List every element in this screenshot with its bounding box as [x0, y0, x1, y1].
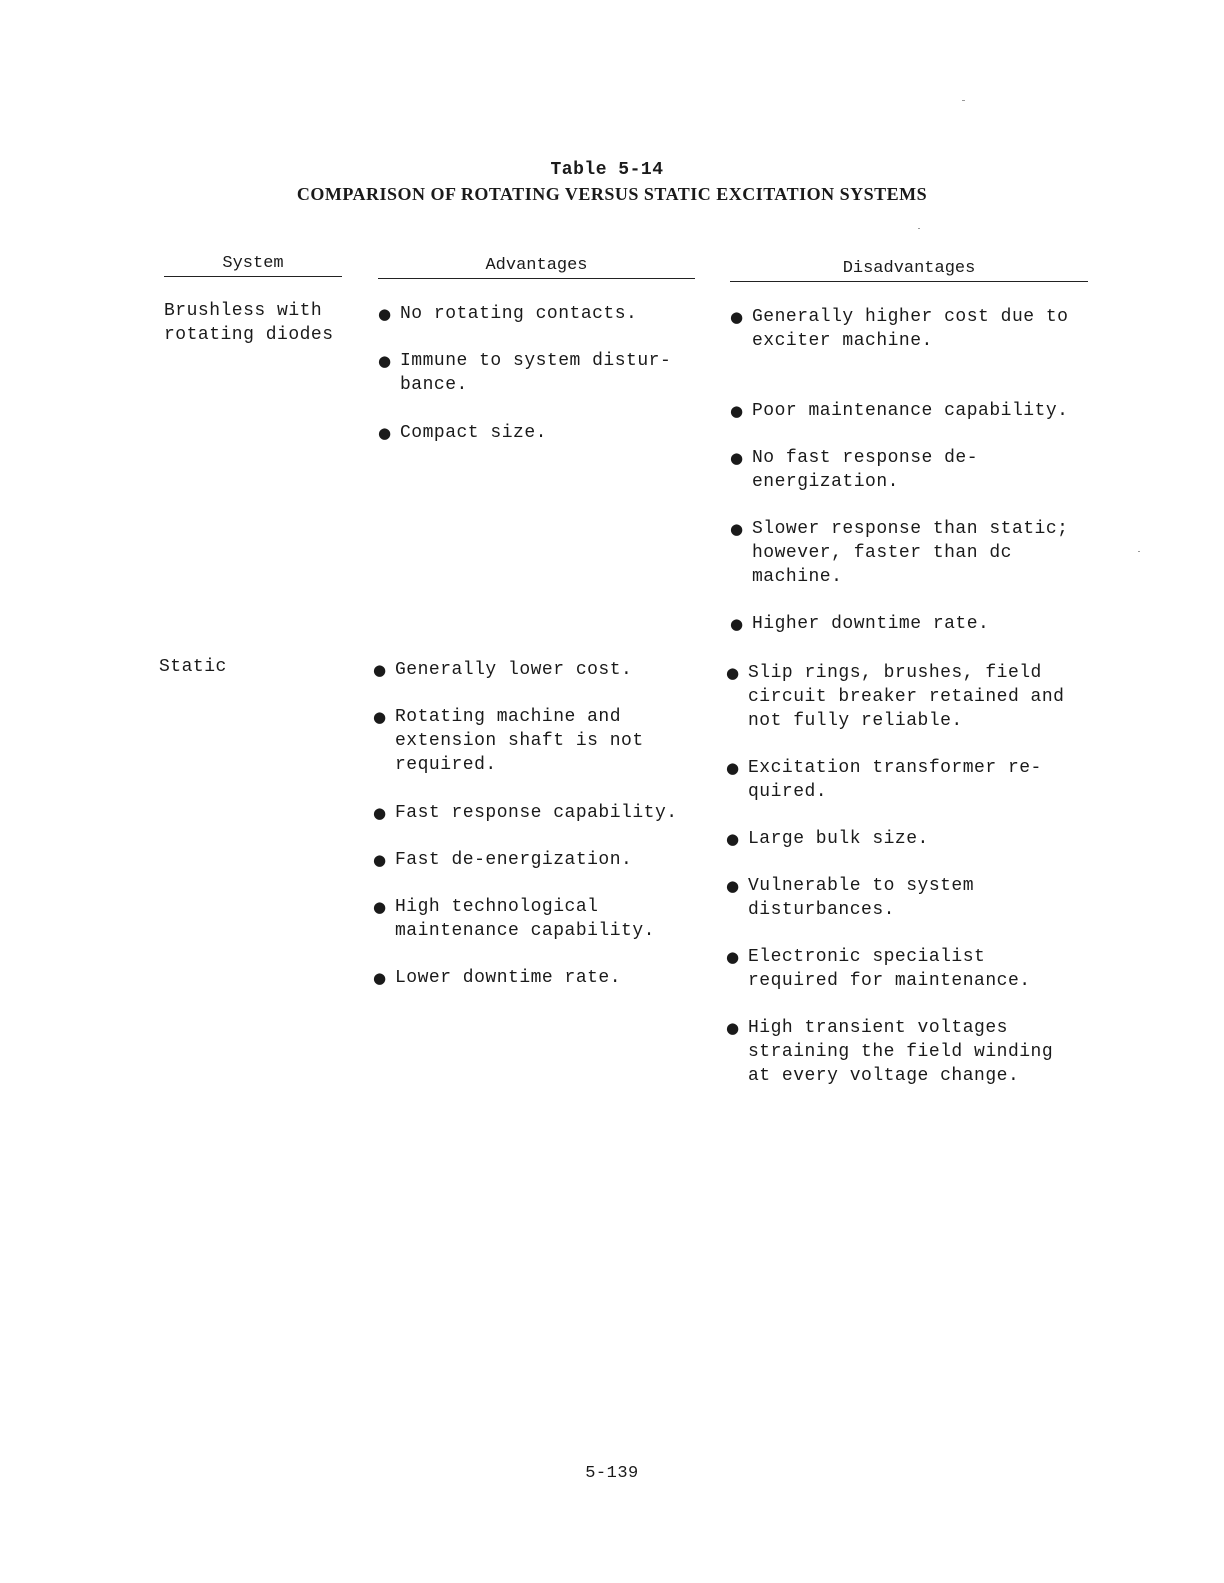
header-disadvantages: Disadvantages — [730, 259, 1088, 282]
list-item: ● No fast response de- energization. — [730, 448, 979, 492]
list-item: ● Immune to system distur- bance. — [378, 351, 672, 395]
disadvantages-list — [724, 661, 1098, 1088]
bullet-dot-icon: ● — [373, 804, 387, 822]
bullet-dot-icon: ● — [726, 877, 740, 895]
bullet-dot-icon: ● — [378, 424, 392, 442]
list-item: ● Fast response capability. — [373, 803, 678, 823]
bullet-dot-icon: ● — [730, 520, 744, 538]
bullet-dot-icon: ● — [373, 898, 387, 916]
list-item: ● Fast de-energization. — [373, 850, 633, 870]
bullet-dot-icon: ● — [726, 664, 740, 682]
list-item: ● Poor maintenance capability. — [730, 401, 1069, 421]
bullet-dot-icon: ● — [726, 759, 740, 777]
page-number: 5-139 — [585, 1464, 639, 1483]
header-advantages: Advantages — [378, 256, 695, 279]
list-item: ● Compact size. — [378, 423, 547, 443]
bullet-dot-icon: ● — [726, 948, 740, 966]
bullet-dot-icon: ● — [373, 708, 387, 726]
list-item: ● No rotating contacts. — [378, 304, 638, 324]
bullet-dot-icon: ● — [726, 1019, 740, 1037]
bullet-dot-icon: ● — [730, 308, 744, 326]
list-item: ● Rotating machine and extension shaft is not required. — [373, 707, 644, 775]
list-item: ● Slip rings, brushes, field circuit breaker retained and not fully reliable. — [726, 663, 1065, 731]
bullet-dot-icon: ● — [373, 661, 387, 679]
system-label: Brushless with rotating diodes — [164, 301, 334, 345]
bullet-dot-icon: ● — [373, 969, 387, 987]
advantages-list — [376, 302, 706, 445]
table-title: COMPARISON OF ROTATING VERSUS STATIC EXCITATION SYSTEMS — [296, 184, 928, 204]
list-item: ● Generally lower cost. — [373, 660, 633, 680]
table-number: Table 5-14 — [550, 160, 664, 180]
bullet-dot-icon: ● — [378, 305, 392, 323]
bullet-dot-icon: ● — [730, 449, 744, 467]
list-item: ● Higher downtime rate. — [730, 614, 990, 634]
list-item: ● Generally higher cost due to exciter machine. — [730, 307, 1069, 351]
header-system: System — [164, 254, 342, 277]
disadvantages-list — [728, 305, 1098, 636]
scan-speck — [962, 100, 965, 101]
list-item: ● Vulnerable to system disturbances. — [726, 876, 975, 920]
list-item: ● Slower response than static; however, faster than dc machine. — [730, 519, 1069, 587]
bullet-dot-icon: ● — [730, 615, 744, 633]
scan-speck — [1138, 551, 1140, 552]
list-item: ● Excitation transformer re- quired. — [726, 758, 1042, 802]
bullet-dot-icon: ● — [726, 830, 740, 848]
bullet-dot-icon: ● — [373, 851, 387, 869]
table-caption — [0, 160, 1224, 205]
list-item: ● High transient voltages straining the field winding at every voltage change. — [726, 1018, 1054, 1086]
list-item: ● Lower downtime rate. — [373, 968, 622, 988]
scan-speck — [918, 228, 920, 229]
list-item: ● Electronic specialist required for maintenance. — [726, 947, 1031, 991]
system-label: Static — [159, 657, 227, 677]
bullet-dot-icon: ● — [378, 352, 392, 370]
list-item: ● Large bulk size. — [726, 829, 929, 849]
list-item: ● High technological maintenance capability. — [373, 897, 655, 941]
advantages-list — [371, 658, 711, 990]
bullet-dot-icon: ● — [730, 402, 744, 420]
